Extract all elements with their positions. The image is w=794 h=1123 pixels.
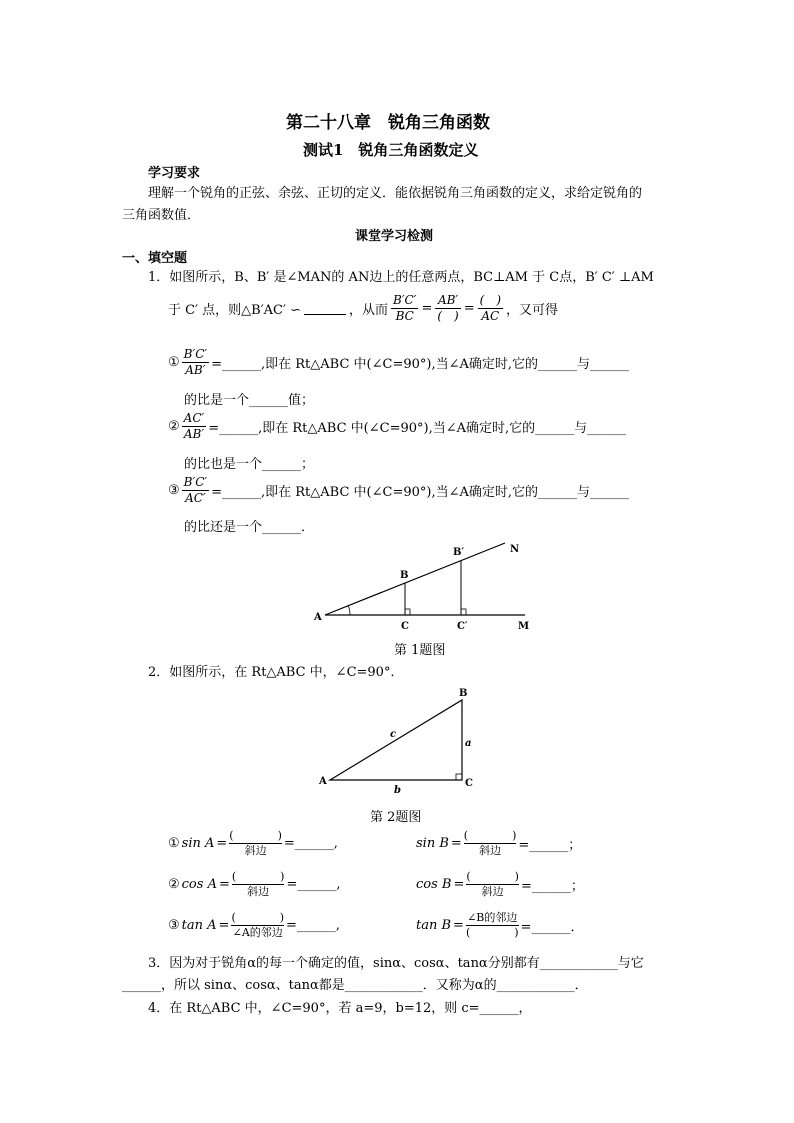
label-b: B [400, 570, 409, 581]
formula-sin-a: ① sin A = $\frac{( )}{\text{斜边}}$ =______, [168, 829, 338, 857]
q1-line2-b: ，从而 [348, 303, 388, 318]
test-title: 测试1 锐角三角函数定义 [303, 141, 479, 159]
formula-cos-b: cos B = $\frac{( )}{\text{斜边}}$ =______； [416, 870, 584, 898]
right-angle-mark [456, 774, 462, 780]
label-c: C [465, 778, 473, 789]
q1-line2: 于 C′ 点，则△B′AC′ ∽ ，从而 $\frac{B'C'}{BC}$ = $\frac{AB'}{( )}$ = $\frac{( )}{AC}$ ，又可得 [168, 293, 559, 323]
section-heading: 课堂学习检测 [355, 229, 434, 244]
formula-sin-b: sin B = $\frac{( )}{\text{斜边}}$ =______； [416, 829, 582, 857]
label-b: B [459, 688, 468, 699]
formula-cos-a: ② cos A = $\frac{( )}{\text{斜边}}$ =______, [168, 870, 341, 898]
label-n: N [510, 544, 520, 555]
q1-item-3: ③ $\frac{B'C'}{AC'}$ =______,即在 Rt△ABC 中(∠C=90°),当∠A确定时,它的______与______ [168, 475, 630, 505]
q1-line2-a: 于 C′ 点，则△B′AC′ ∽ [168, 303, 301, 318]
fraction: $\frac{( )}{AC}$ [479, 293, 502, 323]
q1-line1: 1．如图所示，B、B′ 是∠MAN的 AN边上的任意两点，BC⊥AM 于 C点，B′ C′ ⊥AM [148, 270, 654, 285]
figure-1-caption: 第 1题图 [394, 643, 446, 658]
triangle-abc [330, 700, 462, 780]
line-an [325, 543, 505, 615]
formula-tan-b: tan B = $\frac{\text{∠B的邻边}}{( )}$ =______． [416, 911, 584, 939]
q3-line2: ______，所以 sinα、cosα、tanα都是____________．又称为α的____________． [122, 978, 588, 993]
q2-text: 2．如图所示，在 Rt△ABC 中，∠C=90°． [148, 665, 404, 680]
requirements-heading: 学习要求 [148, 166, 201, 181]
right-angle-c [405, 609, 410, 615]
blank[interactable] [304, 302, 346, 315]
label-a: A [314, 612, 322, 623]
q1-item-3-cont: 的比还是一个______． [184, 520, 315, 535]
q1-item-1-cont: 的比是一个______值； [184, 393, 315, 408]
formula-tan-a: ③ tan A = $\frac{( )}{\text{∠A的邻边}}$ =______, [168, 911, 341, 939]
requirements-text-2: 三角函数值． [122, 208, 201, 223]
label-side-a: a [465, 738, 472, 749]
q1-item-2: ② $\frac{AC'}{AB'}$ =______,即在 Rt△ABC 中(∠C=90°),当∠A确定时,它的______与______ [168, 411, 627, 441]
label-b2: B′ [453, 547, 465, 558]
label-c2: C′ [457, 621, 468, 632]
q1-item-1: ① $\frac{B'C'}{AB'}$ =______,即在 Rt△ABC 中(∠C=90°),当∠A确定时,它的______与______ [168, 347, 630, 377]
fraction: $\frac{AB'}{( )}$ [437, 293, 459, 323]
chapter-title: 第二十八章 锐角三角函数 [286, 113, 490, 133]
label-a: A [319, 776, 327, 787]
figure-2-caption: 第 2题图 [370, 810, 422, 825]
right-angle-c2 [461, 609, 466, 615]
fraction: $\frac{B'C'}{BC}$ [393, 293, 417, 323]
label-m: M [518, 621, 530, 632]
part-one-heading: 一、填空题 [122, 251, 188, 266]
label-side-c: c [390, 729, 397, 740]
q1-line2-c: ，又可得 [506, 303, 559, 318]
q4-line1: 4．在 Rt△ABC 中，∠C=90°，若 a=9，b=12，则 c=______， [148, 1001, 532, 1016]
requirements-text-1: 理解一个锐角的正弦、余弦、正切的定义．能依据锐角三角函数的定义，求给定锐角的 [148, 186, 643, 201]
q1-item-2-cont: 的比也是一个______； [184, 457, 315, 472]
angle-arc [348, 605, 350, 615]
label-side-b: b [394, 785, 401, 796]
figure-2 [312, 682, 482, 797]
label-c: C [401, 621, 409, 632]
q3-line1: 3．因为对于锐角α的每一个确定的值，sinα、cosα、tanα分别都有____________与它 [148, 956, 644, 971]
figure-1 [310, 538, 540, 633]
